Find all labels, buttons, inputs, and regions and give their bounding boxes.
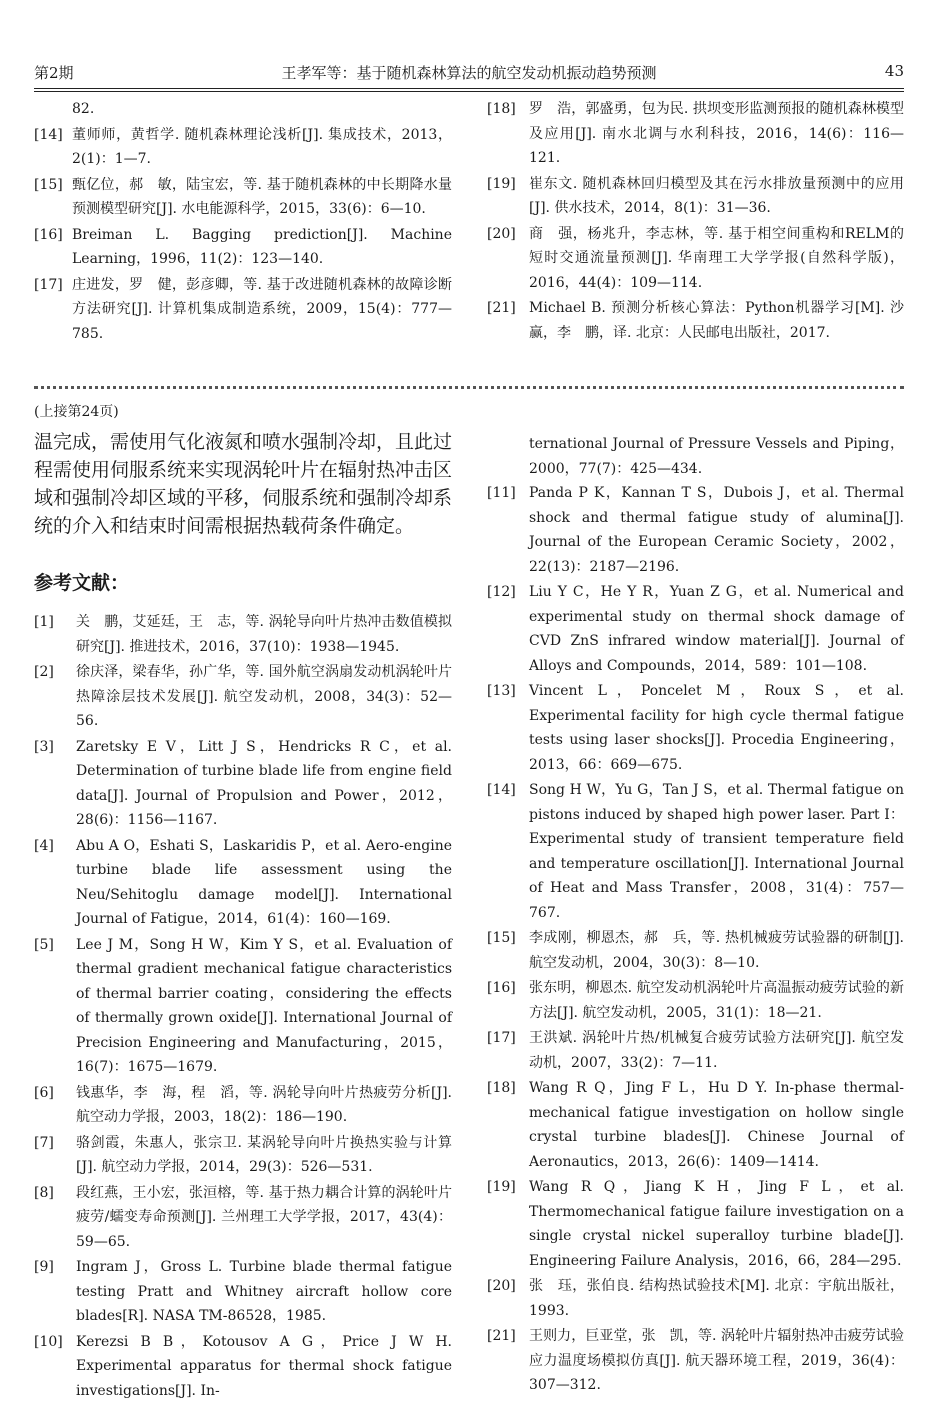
reference-item <box>34 933 452 1080</box>
reference-number: [21] <box>487 300 516 316</box>
reference-text: Panda P K，Kannan T S，Dubois J，et al. Thermal shock and thermal fatigue study of alumina[J]. Journal of the European Ceramic Society，2002，22(13)：2187—2196. <box>529 485 904 575</box>
reference-text: 张东明，柳恩杰. 航空发动机涡轮叶片高温振动疲劳试验的新方法[J]. 航空发动机，2005，31(1)：18—21. <box>529 980 904 1021</box>
reference-text: Song H W，Yu G，Tan J S，et al. Thermal fatigue on pistons induced by shaped high power laser. Part I：Experimental study of transient temperature field and temperature oscillation[J]. International Journal of Heat and Mass Transfer，2008，31(4)：757—767. <box>529 782 904 921</box>
reference-text: 崔东文. 随机森林回归模型及其在污水排放量预测中的应用[J]. 供水技术，2014，8(1)：31—36. <box>529 175 904 216</box>
reference-item <box>34 735 452 833</box>
reference-number: [17] <box>34 276 63 293</box>
reference-text: Lee J M，Song H W，Kim Y S，et al. Evaluation of thermal gradient mechanical fatigue characteristics of thermal barrier coating，considering the effects of thermally grown oxide[J]. International Journal of Precision Engineering and Manufacturing，2015，16(7)：1675—1679. <box>76 936 452 1075</box>
reference-item <box>34 223 452 272</box>
reference-text: Wang R Q，Jiang K H，Jing F L，et al. Thermomechanical fatigue failure investigation on a single crystal nickel superalloy turbine blade[J]. Engineering Failure Analysis，2016，66，284—295. <box>529 1179 904 1269</box>
reference-item <box>34 1255 452 1329</box>
reference-number: [14] <box>487 782 516 798</box>
reference-number: [12] <box>487 584 516 600</box>
references-heading: 参考文献： <box>34 572 130 594</box>
reference-text: 钱惠华，李 海，程 滔，等. 涡轮导向叶片热疲劳分析[J]. 航空动力学报，2003，18(2)：186—190. <box>76 1084 452 1125</box>
reference-item <box>487 222 904 296</box>
reference-number: [19] <box>487 1179 516 1195</box>
reference-item <box>487 1324 904 1398</box>
reference-text: Ingram J，Gross L. Turbine blade thermal fatigue testing Pratt and Whitney aircraft hollow core blades[R]. NASA TM-86528，1985. <box>76 1259 452 1324</box>
reference-number: [6] <box>34 1084 54 1101</box>
reference-item <box>487 926 904 975</box>
reference-number: [20] <box>487 1278 516 1294</box>
reference-text: 董师师，黄哲学. 随机森林理论浅析[J]. 集成技术，2013，2(1)：1—7. <box>72 126 452 167</box>
reference-item <box>34 123 452 172</box>
running-title: 王孝军等：基于随机森林算法的航空发动机振动趋势预测 <box>281 64 657 82</box>
reference-text: 徐庆泽，梁春华，孙广华，等. 国外航空涡扇发动机涡轮叶片热障涂层技术发展[J]. 航空发动机，2008，34(3)：52—56. <box>76 664 452 729</box>
reference-text: Breiman L. Bagging prediction[J]. Machine Learning，1996，11(2)：123—140. <box>72 226 452 267</box>
section-divider <box>34 386 904 395</box>
reference-number: [17] <box>487 1030 516 1046</box>
reference-number: [19] <box>487 175 516 192</box>
reference-number: [5] <box>34 936 54 953</box>
bottom-left-reference-list <box>34 610 452 1404</box>
reference-text: 甄亿位，郝 敏，陆宝宏，等. 基于随机森林的中长期降水量预测模型研究[J]. 水电能源科学，2015，33(6)：6—10. <box>72 176 452 217</box>
reference-number: [18] <box>487 1080 516 1096</box>
reference-item <box>34 1081 452 1130</box>
body-paragraph: 温完成，需使用气化液氮和喷水强制冷却，且此过程需使用伺服系统来实现涡轮叶片在辐射热冲击区域和强制冷却区域的平移，伺服系统和强制冷却系统的介入和结束时间需根据热载荷条件确定。 <box>34 431 453 537</box>
reference-text: 李成刚，柳恩杰，郝 兵，等. 热机械疲劳试验器的研制[J]. 航空发动机，2004，30(3)：8—10. <box>529 930 904 971</box>
reference-text: 骆剑霞，朱惠人，张宗卫. 某涡轮导向叶片换热实验与计算[J]. 航空动力学报，2014，29(3)：526—531. <box>76 1134 452 1175</box>
reference-item <box>487 172 904 221</box>
reference-item <box>34 1131 452 1180</box>
reference-text: 82. <box>72 101 95 117</box>
reference-number <box>34 97 72 122</box>
reference-item <box>34 610 452 659</box>
reference-number: [21] <box>487 1328 516 1344</box>
reference-item <box>487 1175 904 1273</box>
reference-item <box>34 97 452 122</box>
reference-number: [7] <box>34 1134 54 1151</box>
header-rule <box>34 88 904 89</box>
reference-item <box>487 1274 904 1323</box>
reference-item <box>487 97 904 171</box>
reference-number: [11] <box>487 485 516 501</box>
reference-number: [20] <box>487 225 516 242</box>
reference-number: [9] <box>34 1259 54 1275</box>
reference-item <box>34 1181 452 1255</box>
reference-number: [13] <box>487 683 516 699</box>
reference-number: [18] <box>487 101 516 117</box>
reference-number: [15] <box>487 930 516 946</box>
reference-item <box>34 273 452 347</box>
reference-item <box>487 580 904 678</box>
reference-number: [2] <box>34 664 54 680</box>
reference-number: [15] <box>34 176 63 193</box>
reference-text: 关 鹏，艾延廷，王 志，等. 涡轮导向叶片热冲击数值模拟研究[J]. 推进技术，2016，37(10)：1938—1945. <box>76 614 452 655</box>
reference-item <box>487 679 904 777</box>
reference-text: 罗 浩，郭盛勇，包为民. 拱坝变形监测预报的随机森林模型及应用[J]. 南水北调与水利科技，2016，14(6)：116—121. <box>529 101 904 166</box>
bottom-right-column <box>487 432 904 1399</box>
reference-item <box>34 834 452 932</box>
top-left-reference-list <box>34 97 452 347</box>
reference-text: 张 珏，张伯良. 结构热试验技术[M]. 北京：宇航出版社，1993. <box>529 1278 904 1319</box>
reference-text: 王则力，巨亚堂，张 凯，等. 涡轮叶片辐射热冲击疲劳试验应力温度场模拟仿真[J]. 航天器环境工程，2019，36(4)：307—312. <box>529 1328 904 1393</box>
reference-number: [3] <box>34 738 54 755</box>
reference-continuation: ternational Journal of Pressure Vessels and Piping，2000，77(7)：425—434. <box>529 436 904 477</box>
header-rule-thin <box>34 91 904 92</box>
reference-number: [4] <box>34 837 54 854</box>
top-right-reference-list <box>487 97 904 346</box>
reference-number: [10] <box>34 1333 63 1350</box>
reference-item <box>487 296 904 345</box>
reference-text: Zaretsky E V，Litt J S，Hendricks R C，et al. Determination of turbine blade life from engine field data[J]. Journal of Propulsion and Power，2012，28(6)：1156—1167. <box>76 738 452 828</box>
page-number: 43 <box>884 62 904 80</box>
reference-text: Kerezsi B B，Kotousov A G，Price J W H. Experimental apparatus for thermal shock fatigue investigations[J]. In- <box>76 1333 452 1399</box>
reference-item <box>34 1330 452 1404</box>
reference-number: [8] <box>34 1184 54 1201</box>
bottom-right-reference-list <box>487 481 904 1398</box>
reference-item <box>487 1026 904 1075</box>
reference-number: [16] <box>34 226 63 243</box>
reference-text: Michael B. 预测分析核心算法：Python机器学习[M]. 沙赢，李 鹏，译. 北京：人民邮电出版社，2017. <box>529 300 904 341</box>
reference-text: 王洪斌. 涡轮叶片热/机械复合疲劳试验方法研究[J]. 航空发动机，2007，33(2)：7—11. <box>529 1030 904 1071</box>
reference-item <box>487 481 904 579</box>
reference-text: 段红燕，王小宏，张洹榕，等. 基于热力耦合计算的涡轮叶片疲劳/蠕变寿命预测[J]. 兰州理工大学学报，2017，43(4)：59—65. <box>76 1184 452 1250</box>
reference-item <box>487 778 904 925</box>
reference-text: Vincent L，Poncelet M，Roux S，et al. Experimental facility for high cycle thermal fatigue tests using laser shocks[J]. Procedia Engineering，2013，66：669—675. <box>529 683 904 773</box>
reference-text: Wang R Q，Jing F L，Hu D Y. In-phase thermal-mechanical fatigue investigation on hollow single crystal turbine blades[J]. Chinese Journal of Aeronautics，2013，26(6)：1409—1414. <box>529 1080 904 1170</box>
running-header <box>34 62 904 86</box>
reference-item <box>487 1076 904 1174</box>
reference-text: 商 强，杨兆升，李志林，等. 基于相空间重构和RELM的短时交通流量预测[J]. 华南理工大学学报(自然科学版)，2016，44(4)：109—114. <box>529 225 904 291</box>
reference-text: Liu Y C，He Y R，Yuan Z G，et al. Numerical and experimental study on thermal shock damage of CVD ZnS infrared window material[J]. Journal of Alloys and Compounds，2014，589：101—108. <box>529 584 904 674</box>
reference-item <box>34 173 452 222</box>
continued-note: (上接第24页) <box>34 404 119 420</box>
reference-number: [14] <box>34 126 63 143</box>
reference-number: [1] <box>34 614 54 630</box>
reference-text: Abu A O，Eshati S，Laskaridis P，et al. Aero-engine turbine blade life assessment using the Neu/Sehitoglu damage model[J]. International Journal of Fatigue，2014，61(4)：160—169. <box>76 837 452 927</box>
reference-item <box>34 660 452 734</box>
reference-item <box>487 976 904 1025</box>
issue-number: 第2期 <box>34 64 74 82</box>
reference-number: [16] <box>487 980 516 996</box>
reference-text: 庄进发，罗 健，彭彦卿，等. 基于改进随机森林的故障诊断方法研究[J]. 计算机集成制造系统，2009，15(4)：777—785. <box>72 276 452 342</box>
